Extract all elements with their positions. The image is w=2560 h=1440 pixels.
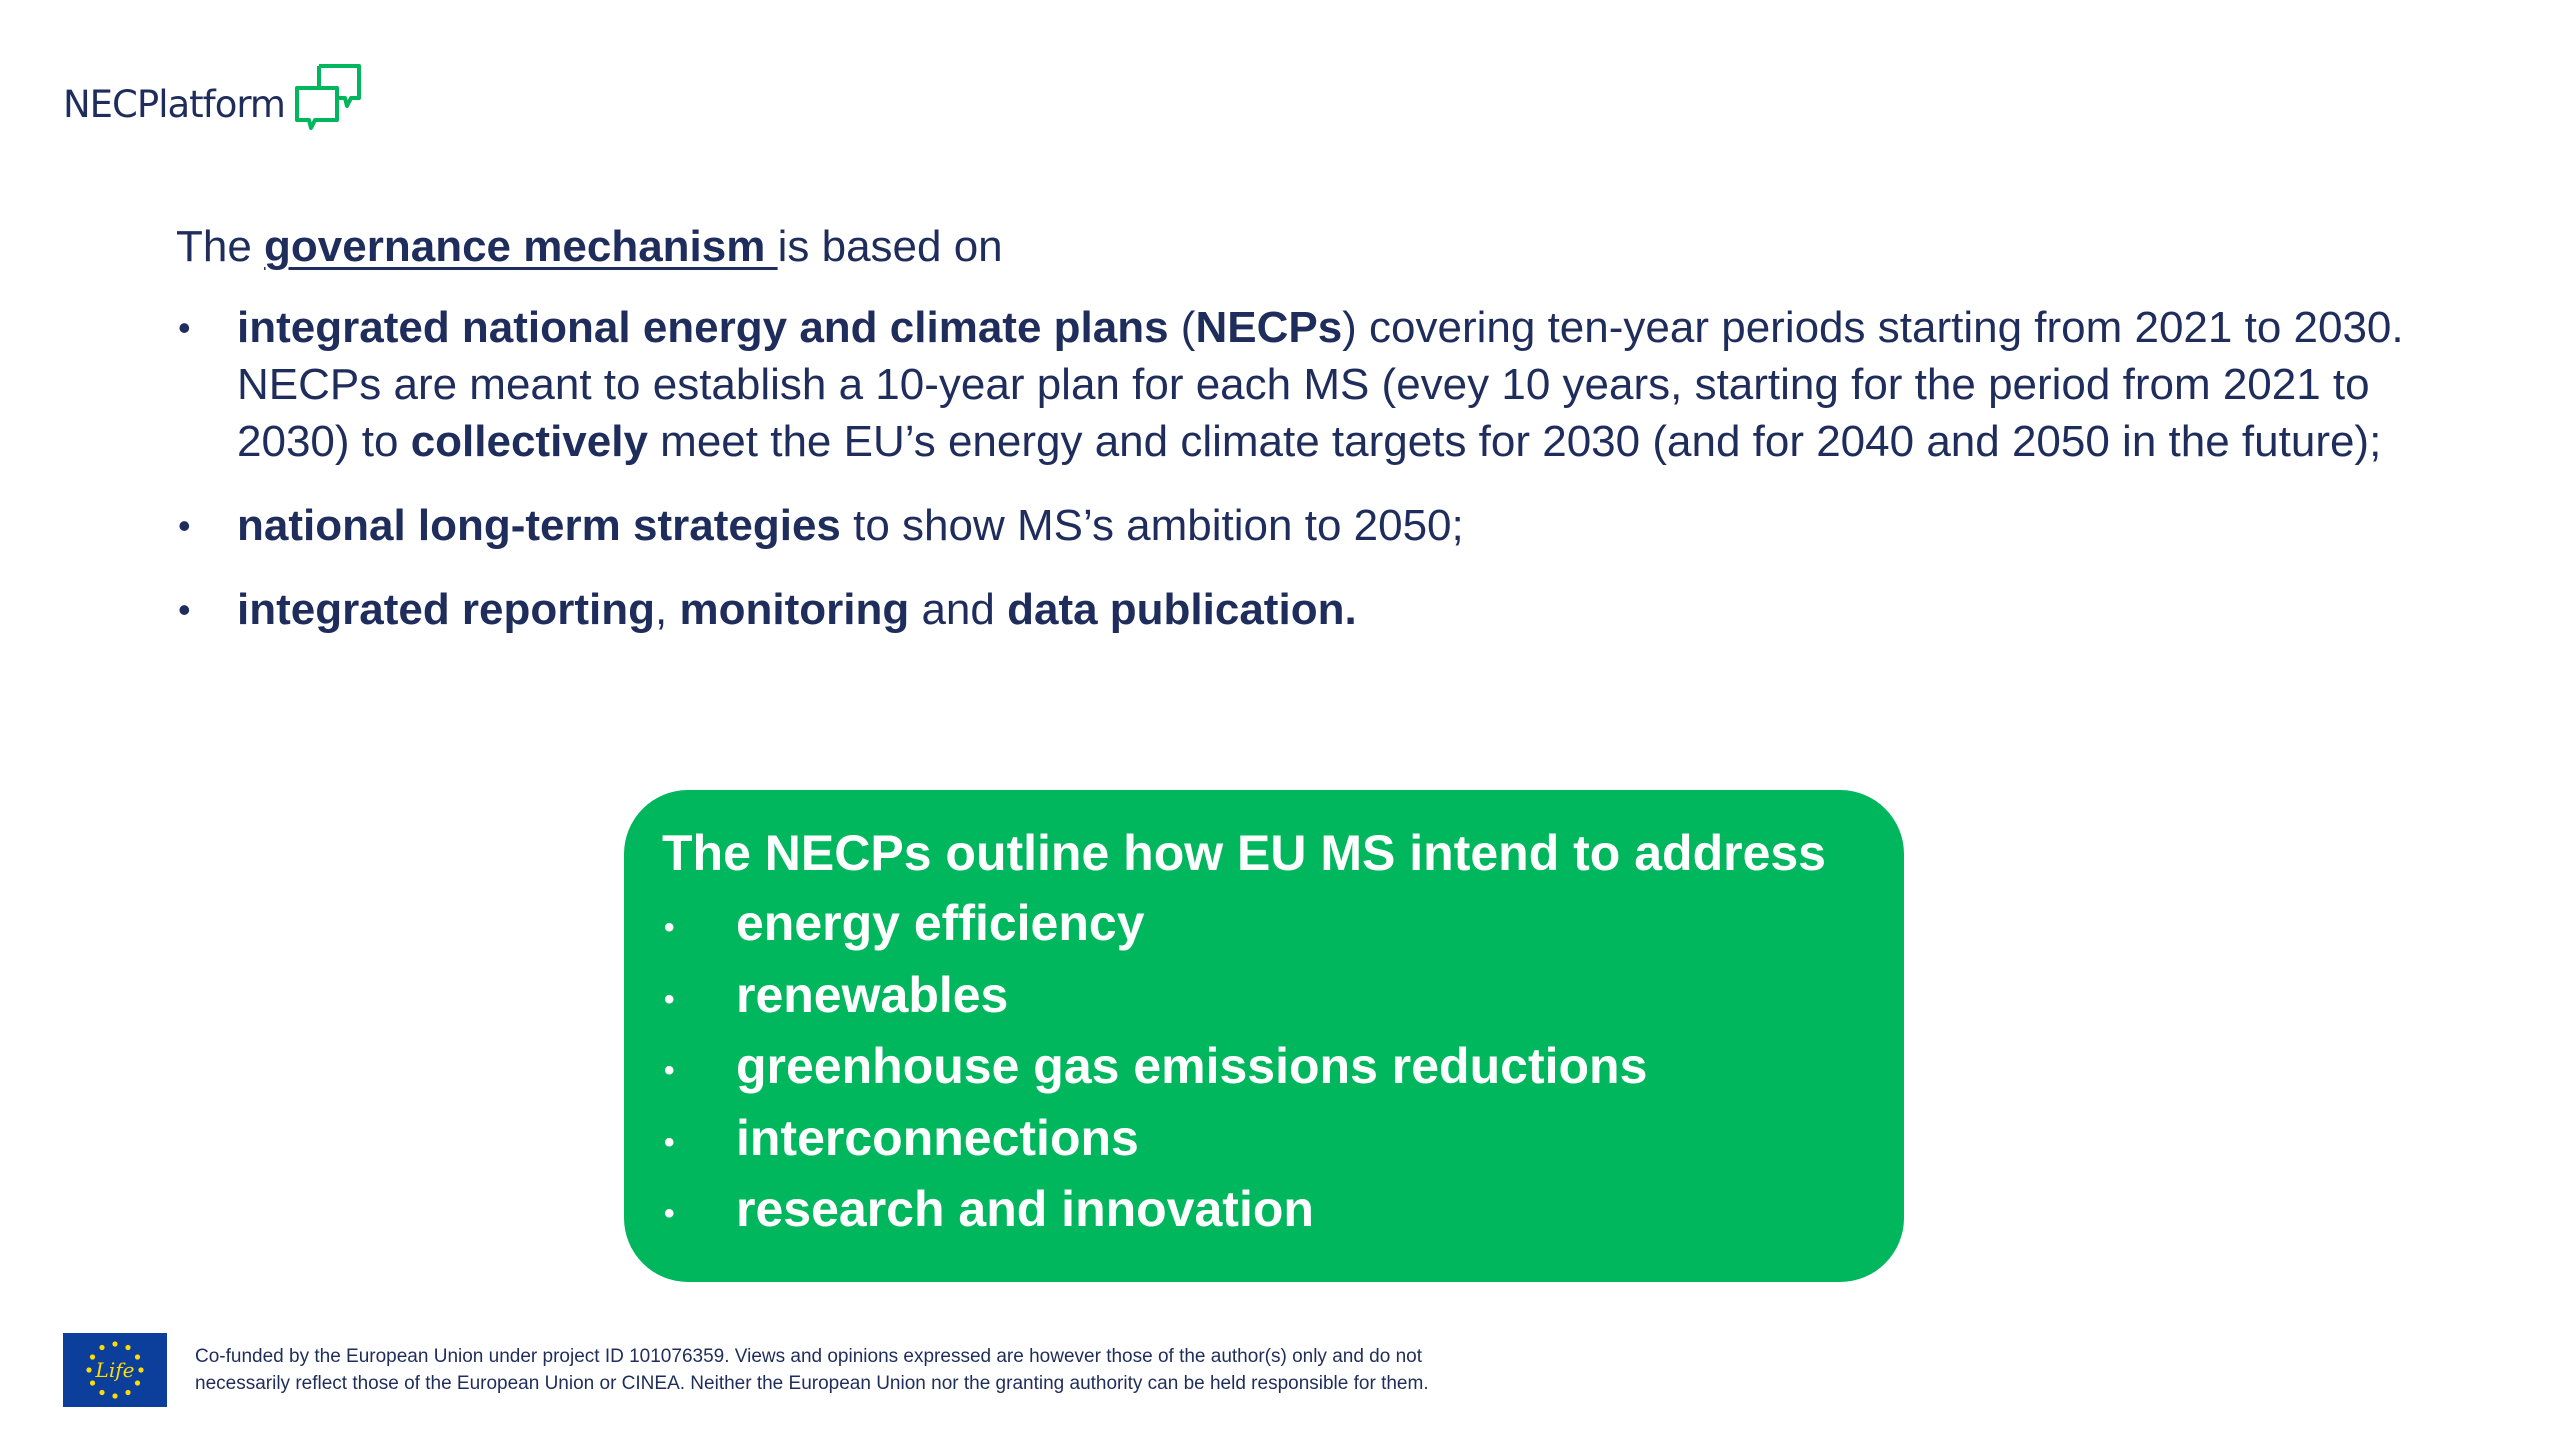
life-logo-text: Life	[95, 1358, 135, 1382]
logo-text: NECPlatform	[63, 82, 285, 126]
eu-star-icon	[125, 1390, 130, 1395]
footer-line: Co-funded by the European Union under project ID 101076359. Views and opinions expressed are however those of the author(s) only and do not	[195, 1346, 1423, 1367]
callout-title: The NECPs outline how EU MS intend to address	[662, 825, 1826, 881]
necplatform-logo	[63, 62, 363, 132]
bullet-long-term-strategies	[176, 497, 2416, 554]
intro-suffix: is based on	[777, 222, 1003, 271]
bullet-text: meet the EU’s energy and climate targets for 2030 (and for 2040 and 2050 in the future);	[647, 417, 2382, 466]
eu-star-icon	[90, 1380, 95, 1385]
eu-star-icon	[99, 1390, 104, 1395]
necp-outline-callout	[624, 790, 1904, 1282]
bullet-text-bold: integrated reporting	[237, 585, 656, 634]
callout-item	[662, 888, 1904, 960]
funding-footer	[63, 1333, 1895, 1407]
bullet-necps	[176, 299, 2416, 470]
bullet-marker: •	[178, 505, 191, 546]
bullet-text: and	[909, 585, 1008, 634]
governance-bullet-list	[176, 299, 2416, 638]
callout-item-text: interconnections	[736, 1109, 1139, 1166]
footer-line: necessarily reflect those of the European Union or CINEA. Neither the European Union nor the granting authority can be held responsible for them.	[195, 1373, 1429, 1394]
bullet-text: (	[1168, 303, 1196, 352]
eu-star-icon	[125, 1345, 130, 1350]
eu-star-icon	[135, 1354, 140, 1359]
callout-item-text: renewables	[736, 966, 1009, 1023]
intro-highlight: governance mechanism	[264, 222, 778, 271]
footer-disclaimer	[195, 1343, 1895, 1397]
callout-item-text: energy efficiency	[736, 895, 1145, 951]
bullet-text-bold: national long-term strategies	[237, 501, 841, 550]
eu-star-icon	[99, 1345, 104, 1350]
callout-item-text: greenhouse gas emissions reductions	[736, 1038, 1648, 1094]
bullet-marker: •	[664, 1054, 675, 1087]
eu-star-icon	[138, 1367, 143, 1372]
bullet-text-bold: monitoring	[679, 585, 910, 634]
intro-sentence	[176, 218, 2416, 275]
bullet-marker: •	[664, 911, 675, 944]
bullet-text: ,	[655, 585, 680, 634]
eu-star-icon	[135, 1380, 140, 1385]
bullet-text-bold: integrated national energy and climate plans	[237, 303, 1169, 352]
bullet-marker: •	[664, 982, 675, 1016]
bullet-text: to show MS’s ambition to 2050;	[840, 501, 1464, 550]
bullet-reporting	[176, 581, 2416, 638]
bullet-marker: •	[178, 307, 191, 348]
bullet-marker: •	[664, 1125, 675, 1159]
callout-item	[662, 960, 1904, 1032]
chat-bubbles-icon	[293, 62, 363, 132]
bullet-text-bold: NECPs	[1195, 303, 1343, 352]
callout-item	[662, 1031, 1904, 1103]
eu-star-icon	[112, 1341, 117, 1346]
bullet-text: ) covering ten-year periods starting from 2021 to 2030. NECPs are meant to establish a 10-year plan for each MS (evey 10 years, starting for the period from 2021 to 2030) to	[237, 303, 2404, 466]
eu-life-flag-icon	[63, 1333, 167, 1407]
bullet-text-bold: data publication.	[1007, 585, 1357, 634]
bullet-marker: •	[664, 1197, 675, 1230]
eu-star-icon	[112, 1393, 117, 1398]
callout-list	[662, 888, 1904, 1246]
callout-item	[662, 1174, 1904, 1246]
bullet-marker: •	[178, 589, 191, 630]
eu-star-icon	[86, 1367, 91, 1372]
eu-star-icon	[90, 1354, 95, 1359]
main-content	[176, 218, 2416, 665]
intro-prefix: The	[176, 222, 265, 271]
callout-item	[662, 1103, 1904, 1175]
bullet-text-bold: collectively	[410, 417, 648, 466]
callout-item-text: research and innovation	[736, 1181, 1314, 1237]
